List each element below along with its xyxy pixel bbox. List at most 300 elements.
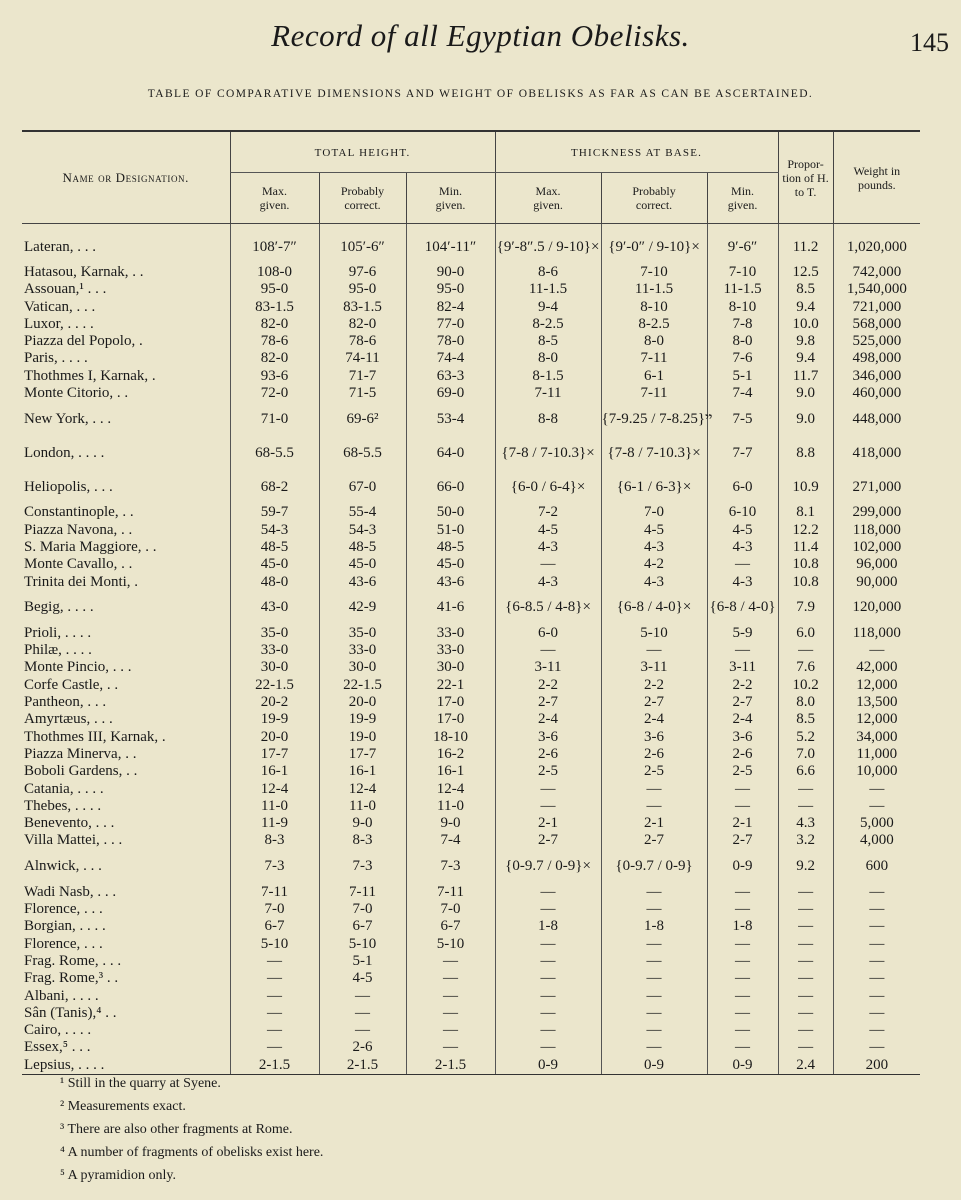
cell-weight: 34,000 [833,729,920,746]
cell-weight: 96,000 [833,556,920,573]
cell-t-min: — [707,642,778,659]
table-row [22,729,920,746]
cell-t-min: — [707,1005,778,1022]
cell-weight: 1,020,000 [833,224,920,265]
obelisk-name: Cairo, . . . . [24,1022,92,1039]
header-weight: Weight in pounds. [833,131,920,224]
cell-h-min: 7-3 [406,850,495,884]
cell-h-min: 33-0 [406,642,495,659]
table-row [22,781,920,798]
cell-t-prob: 8-2.5 [601,316,707,333]
cell-h-prob: 4-5 [319,970,406,987]
cell-weight: 200 [833,1057,920,1075]
cell-weight: 11,000 [833,746,920,763]
cell-h-prob: 71-7 [319,368,406,385]
cell-weight: — [833,884,920,901]
cell-weight: — [833,1022,920,1039]
cell-h-max: 5-10 [230,936,319,953]
cell-weight: 13,500 [833,694,920,711]
cell-h-prob: 17-7 [319,746,406,763]
cell-t-min: — [707,988,778,1005]
cell-t-min: 0-9 [707,1057,778,1075]
cell-h-max: 17-7 [230,746,319,763]
cell-prop: 6.0 [778,625,833,642]
obelisk-name: Piazza Navona, . . [24,521,133,538]
cell-t-prob: {7-9.25 / 7-8.25}ײ [601,402,707,436]
obelisk-table-container [22,130,920,1075]
cell-prop: 11.7 [778,368,833,385]
obelisk-name: Philæ, . . . . [24,642,92,659]
cell-prop: 11.2 [778,224,833,265]
cell-t-min: {6-8 / 4-0} [707,591,778,625]
cell-weight: 742,000 [833,264,920,281]
cell-t-min: 5-1 [707,368,778,385]
cell-h-max: 16-1 [230,763,319,780]
cell-weight: 118,000 [833,522,920,539]
cell-h-max: 59-7 [230,504,319,521]
cell-t-prob: — [601,1005,707,1022]
cell-t-min: 5-9 [707,625,778,642]
cell-t-min: — [707,781,778,798]
cell-weight: 1,540,000 [833,281,920,298]
cell-t-prob: 8-0 [601,333,707,350]
cell-weight: 271,000 [833,470,920,504]
cell-t-max: 8-1.5 [495,368,601,385]
cell-h-max: — [230,1005,319,1022]
cell-h-prob: 11-0 [319,798,406,815]
cell-h-prob: 43-6 [319,574,406,591]
cell-h-prob: 74-11 [319,350,406,367]
table-row [22,918,920,935]
cell-t-prob: 7-11 [601,350,707,367]
cell-h-min: 53-4 [406,402,495,436]
cell-h-prob: 35-0 [319,625,406,642]
obelisk-name: Constantinople, . . [24,504,134,521]
table-row [22,299,920,316]
table-row [22,436,920,470]
table-row [22,832,920,849]
obelisk-name: London, . . . . [24,444,105,461]
cell-t-max: {6-8.5 / 4-8}× [495,591,601,625]
cell-h-prob: 19-0 [319,729,406,746]
cell-weight: 525,000 [833,333,920,350]
cell-h-min: 82-4 [406,299,495,316]
table-row [22,901,920,918]
cell-t-min: 4-3 [707,539,778,556]
cell-h-prob: 45-0 [319,556,406,573]
table-row [22,694,920,711]
header-height-probably: Probably correct. [319,173,406,224]
cell-h-max: — [230,970,319,987]
cell-t-prob: 11-1.5 [601,281,707,298]
cell-h-min: 45-0 [406,556,495,573]
table-row [22,763,920,780]
cell-h-min: 5-10 [406,936,495,953]
obelisk-name: Thothmes III, Karnak, . [24,728,166,745]
cell-weight: 460,000 [833,385,920,402]
obelisk-name: Corfe Castle, . . [24,676,119,693]
table-row [22,350,920,367]
cell-weight: — [833,936,920,953]
cell-t-min: 6-0 [707,470,778,504]
cell-t-min: 3-11 [707,659,778,676]
cell-h-max: — [230,1022,319,1039]
table-row [22,539,920,556]
obelisk-name: Pantheon, . . . [24,694,107,711]
table-row [22,815,920,832]
cell-h-prob: 97-6 [319,264,406,281]
obelisk-name: Thothmes I, Karnak, . [24,367,156,384]
cell-t-prob: 2-6 [601,746,707,763]
cell-t-prob: — [601,1022,707,1039]
cell-prop: 3.2 [778,832,833,849]
cell-h-max: 45-0 [230,556,319,573]
cell-h-prob: 19-9 [319,711,406,728]
cell-h-min: 12-4 [406,781,495,798]
cell-t-prob: 4-3 [601,574,707,591]
table-row [22,224,920,265]
cell-t-prob: 2-4 [601,711,707,728]
cell-h-prob: 48-5 [319,539,406,556]
cell-h-min: 2-1.5 [406,1057,495,1075]
cell-t-min: — [707,901,778,918]
cell-h-max: 33-0 [230,642,319,659]
cell-h-max: 68-5.5 [230,436,319,470]
cell-h-min: 66-0 [406,470,495,504]
cell-prop: 9.0 [778,385,833,402]
footnote: ⁴ A number of fragments of obelisks exist here. [60,1145,324,1160]
table-row [22,264,920,281]
obelisk-name: Thebes, . . . . [24,797,102,814]
obelisk-name: Catania, . . . . [24,780,104,797]
cell-t-prob: 0-9 [601,1057,707,1075]
cell-t-max: 4-3 [495,539,601,556]
cell-t-max: — [495,642,601,659]
cell-prop: — [778,901,833,918]
cell-t-min: 2-6 [707,746,778,763]
cell-h-max: 83-1.5 [230,299,319,316]
cell-t-min: — [707,936,778,953]
cell-h-min: 18-10 [406,729,495,746]
cell-t-max: 1-8 [495,918,601,935]
cell-t-min: 1-8 [707,918,778,935]
cell-h-min: 74-4 [406,350,495,367]
cell-t-prob: 2-5 [601,763,707,780]
cell-t-min: 2-2 [707,677,778,694]
cell-t-max: 8-5 [495,333,601,350]
cell-prop: — [778,1039,833,1056]
cell-t-prob: {6-8 / 4-0}× [601,591,707,625]
cell-t-prob: 3-11 [601,659,707,676]
cell-h-prob: 12-4 [319,781,406,798]
cell-h-min: 7-4 [406,832,495,849]
cell-weight: 498,000 [833,350,920,367]
cell-h-max: 95-0 [230,281,319,298]
footnote: ³ There are also other fragments at Rome. [60,1122,293,1137]
obelisk-name: Florence, . . . [24,935,103,952]
cell-t-min: — [707,884,778,901]
cell-h-prob: 7-0 [319,901,406,918]
cell-weight: — [833,642,920,659]
header-thickness-probably: Probably correct. [601,173,707,224]
cell-prop: 7.9 [778,591,833,625]
cell-t-max: 9-4 [495,299,601,316]
cell-t-min: — [707,1022,778,1039]
cell-weight: 418,000 [833,436,920,470]
cell-h-max: 2-1.5 [230,1057,319,1075]
cell-h-min: 78-0 [406,333,495,350]
cell-t-prob: 7-10 [601,264,707,281]
table-row [22,574,920,591]
cell-prop: 5.2 [778,729,833,746]
cell-t-max: — [495,901,601,918]
cell-t-max: — [495,970,601,987]
table-row [22,850,920,884]
cell-weight: 568,000 [833,316,920,333]
table-row [22,504,920,521]
obelisk-name: Amyrtæus, . . . [24,711,113,728]
cell-t-max: {0-9.7 / 0-9}× [495,850,601,884]
cell-prop: — [778,936,833,953]
cell-t-max: — [495,953,601,970]
header-total-height: TOTAL HEIGHT. [230,131,495,173]
cell-h-max: 8-3 [230,832,319,849]
cell-weight: — [833,970,920,987]
header-proportion: Propor-tion of H. to T. [778,131,833,224]
cell-t-max: 8-6 [495,264,601,281]
cell-weight: 42,000 [833,659,920,676]
cell-t-prob: 2-7 [601,832,707,849]
obelisk-name: Alnwick, . . . [24,858,102,875]
obelisk-name: Sân (Tanis),⁴ . . [24,1004,117,1021]
page-number: 145 [910,28,949,57]
footnote: ⁵ A pyramidion only. [60,1168,176,1183]
cell-h-prob: 22-1.5 [319,677,406,694]
cell-t-prob: 4-5 [601,522,707,539]
cell-t-prob: — [601,642,707,659]
cell-h-min: 41-6 [406,591,495,625]
cell-weight: — [833,988,920,1005]
cell-t-min: 8-0 [707,333,778,350]
cell-t-prob: 2-7 [601,694,707,711]
obelisk-name: Paris, . . . . [24,350,88,367]
cell-prop: — [778,988,833,1005]
cell-h-min: 64-0 [406,436,495,470]
cell-h-max: 43-0 [230,591,319,625]
cell-weight: — [833,901,920,918]
cell-prop: 9.2 [778,850,833,884]
table-row [22,1022,920,1039]
cell-h-prob: 68-5.5 [319,436,406,470]
table-row [22,333,920,350]
cell-prop: 4.3 [778,815,833,832]
obelisk-name: Assouan,¹ . . . [24,281,107,298]
obelisk-name: Florence, . . . [24,901,103,918]
cell-t-max: 2-7 [495,694,601,711]
table-row [22,711,920,728]
cell-h-max: 35-0 [230,625,319,642]
cell-h-min: 16-1 [406,763,495,780]
cell-t-prob: 5-10 [601,625,707,642]
cell-weight: — [833,918,920,935]
cell-prop: 10.2 [778,677,833,694]
cell-weight: 5,000 [833,815,920,832]
cell-h-max: 68-2 [230,470,319,504]
cell-prop: 12.2 [778,522,833,539]
cell-h-min: — [406,1039,495,1056]
table-body [22,224,920,1075]
cell-t-prob: 3-6 [601,729,707,746]
cell-h-prob: 69-6² [319,402,406,436]
cell-t-min: 7-5 [707,402,778,436]
cell-h-min: — [406,953,495,970]
table-row [22,470,920,504]
cell-h-min: 77-0 [406,316,495,333]
cell-h-max: 82-0 [230,316,319,333]
cell-h-min: 30-0 [406,659,495,676]
cell-t-max: {6-0 / 6-4}× [495,470,601,504]
obelisk-name: Trinita dei Monti, . [24,573,139,590]
cell-t-max: 2-5 [495,763,601,780]
cell-h-max: 11-9 [230,815,319,832]
obelisk-name: Villa Mattei, . . . [24,832,123,849]
cell-prop: 2.4 [778,1057,833,1075]
cell-t-prob: 2-1 [601,815,707,832]
cell-t-prob: — [601,884,707,901]
footnote: ¹ Still in the quarry at Syene. [60,1076,221,1091]
obelisk-name: Monte Citorio, . . [24,385,129,402]
obelisk-name: Lepsius, . . . . [22,1057,230,1075]
cell-prop: — [778,1005,833,1022]
cell-t-prob: 4-2 [601,556,707,573]
cell-weight: 118,000 [833,625,920,642]
table-row [22,402,920,436]
cell-t-max: 3-11 [495,659,601,676]
cell-h-max: 20-0 [230,729,319,746]
cell-prop: 11.4 [778,539,833,556]
cell-t-prob: — [601,970,707,987]
cell-h-max: 11-0 [230,798,319,815]
table-row [22,970,920,987]
table-row [22,677,920,694]
cell-h-min: 104′-11″ [406,224,495,265]
cell-h-min: — [406,970,495,987]
header-height-max: Max. given. [230,173,319,224]
table-row [22,522,920,539]
cell-h-prob: 30-0 [319,659,406,676]
cell-prop: 9.4 [778,299,833,316]
cell-t-prob: 2-2 [601,677,707,694]
cell-t-max: 8-8 [495,402,601,436]
cell-t-min: 7-6 [707,350,778,367]
cell-h-max: 20-2 [230,694,319,711]
cell-t-prob: — [601,936,707,953]
cell-prop: 10.8 [778,556,833,573]
cell-h-min: 43-6 [406,574,495,591]
obelisk-name: Benevento, . . . [24,815,115,832]
cell-t-min: — [707,953,778,970]
cell-prop: 10.8 [778,574,833,591]
cell-h-prob: 95-0 [319,281,406,298]
cell-weight: 12,000 [833,711,920,728]
cell-weight: 346,000 [833,368,920,385]
cell-h-min: 22-1 [406,677,495,694]
cell-h-prob: 71-5 [319,385,406,402]
table-row [22,1005,920,1022]
cell-weight: 4,000 [833,832,920,849]
cell-h-max: 12-4 [230,781,319,798]
obelisk-name: Borgian, . . . . [24,918,106,935]
cell-t-prob: — [601,781,707,798]
cell-t-max: 3-6 [495,729,601,746]
cell-t-max: 2-1 [495,815,601,832]
cell-h-prob: 83-1.5 [319,299,406,316]
cell-t-max: — [495,988,601,1005]
cell-h-min: 16-2 [406,746,495,763]
cell-t-max: 2-2 [495,677,601,694]
cell-prop: 8.1 [778,504,833,521]
obelisk-name: Piazza del Popolo, . [24,333,143,350]
cell-t-max: 8-0 [495,350,601,367]
cell-h-max: 54-3 [230,522,319,539]
cell-t-prob: {6-1 / 6-3}× [601,470,707,504]
cell-prop: — [778,781,833,798]
cell-t-prob: — [601,988,707,1005]
cell-h-max: — [230,1039,319,1056]
cell-h-prob: 67-0 [319,470,406,504]
cell-h-prob: 42-9 [319,591,406,625]
cell-h-prob: 82-0 [319,316,406,333]
cell-t-prob: 1-8 [601,918,707,935]
table-row [22,642,920,659]
cell-t-prob: 8-10 [601,299,707,316]
cell-h-max: 108′-7″ [230,224,319,265]
cell-prop: 9.4 [778,350,833,367]
cell-h-min: 17-0 [406,694,495,711]
cell-h-prob: 2-1.5 [319,1057,406,1075]
obelisk-table [22,130,920,1075]
cell-t-min: — [707,556,778,573]
cell-weight: 102,000 [833,539,920,556]
table-row [22,1039,920,1056]
obelisk-name: Monte Cavallo, . . [24,556,133,573]
cell-h-min: 69-0 [406,385,495,402]
cell-t-min: 2-5 [707,763,778,780]
obelisk-name: Boboli Gardens, . . [24,763,138,780]
cell-h-min: 90-0 [406,264,495,281]
cell-prop: — [778,918,833,935]
cell-h-prob: 9-0 [319,815,406,832]
page-title: Record of all Egyptian Obelisks. [271,18,690,53]
obelisk-name: Frag. Rome,³ . . [24,970,119,987]
obelisk-name: Piazza Minerva, . . [24,745,137,762]
cell-t-prob: 7-11 [601,385,707,402]
table-caption: TABLE OF COMPARATIVE DIMENSIONS AND WEIGHT OF OBELISKS AS FAR AS CAN BE ASCERTAINED. [147,88,814,100]
cell-prop: 7.0 [778,746,833,763]
obelisk-name: Lateran, . . . [24,238,97,255]
obelisk-name: Frag. Rome, . . . [24,952,122,969]
cell-t-max: 0-9 [495,1057,601,1075]
cell-prop: 7.6 [778,659,833,676]
cell-t-max: 7-11 [495,385,601,402]
cell-t-min: 4-3 [707,574,778,591]
cell-t-max: — [495,1005,601,1022]
cell-prop: — [778,970,833,987]
cell-weight: 600 [833,850,920,884]
cell-prop: 9.8 [778,333,833,350]
cell-h-max: — [230,953,319,970]
cell-t-max: 2-7 [495,832,601,849]
